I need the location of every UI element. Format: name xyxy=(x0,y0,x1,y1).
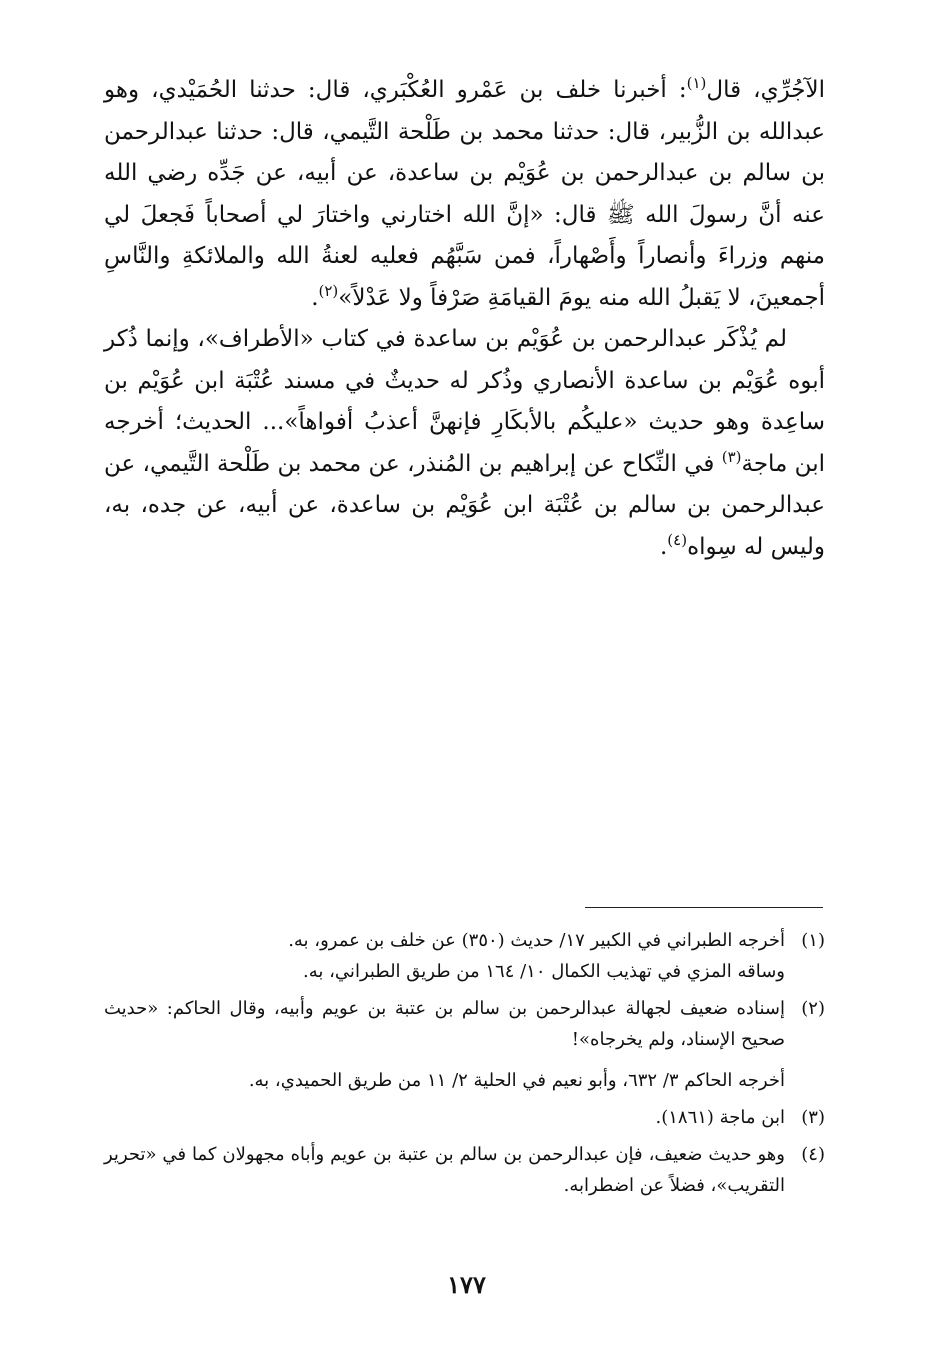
main-text xyxy=(104,70,825,568)
footnote-line: ابن ماجة (١٨٦١). xyxy=(655,1107,785,1128)
footnote-line: وساقه المزي في تهذيب الكمال ١٠/ ١٦٤ من طريق الطبراني، به. xyxy=(303,961,785,982)
footnote-number: (١) xyxy=(801,930,825,951)
footnote-line: إسناده ضعيف لجهالة عبدالرحمن بن سالم بن عتبة بن عويم وأبيه، وقال الحاكم: «حديث صحيح الإسناد، ولم يخرجاه»! xyxy=(104,998,785,1050)
footnote-number: (٢) xyxy=(801,998,825,1019)
footnote-body xyxy=(104,1139,785,1201)
page-number: ١٧٧ xyxy=(447,1270,486,1299)
footnote-line: وهو حديث ضعيف، فإن عبدالرحمن بن سالم بن عتبة بن عويم وأباه مجهولان كما في «تحرير التقريب»، فضلاً عن اضطرابه. xyxy=(104,1144,785,1196)
paragraph-1-text-a: الآجُرِّي، قال xyxy=(706,77,825,103)
footnote-line: أخرجه الحاكم ٣/ ٦٣٢، وأبو نعيم في الحلية ٢/ ١١ من طريق الحميدي، به. xyxy=(248,1070,785,1091)
paragraph-1-end: . xyxy=(311,284,319,311)
footnote-2 xyxy=(104,993,825,1096)
paragraph-2 xyxy=(104,319,825,568)
footnote-body xyxy=(104,1102,785,1133)
paragraph-1-text-b: : أخبرنا خلف بن عَمْرو العُكْبَري، قال: حدثنا الحُمَيْدي، وهو عبدالله بن الزُّبير، قال: حدثنا محمد بن طَلْحة التَّيمي، قال: حدثنا عبدالرحمن بن سالم بن عبدالرحمن بن عُوَيْم بن ساعدة، عن أبيه، عن جَدِّه رضي الله عنه أنَّ رسولَ الله ﷺ قال: «إنَّ الله اختارني واختارَ لي أصحاباً فَجعلَ لي منهم وزراءَ وأنصاراً وأَصْهاراً، فمن سَبَّهُم فعليه لعنةُ الله والملائكةِ والنَّاسِ أجمعينَ، لا يَقبلُ الله منه يومَ القيامَةِ صَرْفاً ولا عَدْلاً» xyxy=(104,77,825,311)
paragraph-1 xyxy=(104,70,825,319)
paragraph-2-text-b: في النِّكاح عن إبراهيم بن المُنذر، عن محمد بن طَلْحة التَّيمي، عن عبدالرحمن بن سالم بن عُتْبَة ابن عُوَيْم بن ساعدة، عن أبيه، عن جده، به، وليس له سِواه xyxy=(104,450,825,560)
footnote-line: أخرجه الطبراني في الكبير ١٧/ حديث (٣٥٠) عن خلف بن عمرو، به. xyxy=(288,930,785,951)
paragraph-2-end: . xyxy=(659,533,668,560)
footnote-ref-2: (٢) xyxy=(318,281,339,300)
footnote-3 xyxy=(104,1102,825,1133)
footnote-number: (٣) xyxy=(801,1107,825,1128)
footnote-separator xyxy=(585,907,823,908)
footnote-ref-1: (١) xyxy=(686,74,707,92)
footnote-number: (٤) xyxy=(801,1144,825,1165)
footnote-4 xyxy=(104,1139,825,1201)
footnotes xyxy=(104,925,825,1201)
footnote-ref-4: (٤) xyxy=(667,530,688,549)
footnote-ref-3: (٣) xyxy=(721,447,742,466)
paragraph-2-text-a: لم يُذْكَر عبدالرحمن بن عُوَيْم بن ساعدة في كتاب «الأطراف»، وإنما ذُكر أبوه عُوَيْم بن ساعدة الأنصاري وذُكر له حديثٌ في مسند عُتْبَة ابن عُوَيْم بن ساعِدة وهو حديث «عليكُم بالأبكَارِ فإنهنَّ أعذبُ أفواهاً»... الحديث؛ أخرجه ابن ماجة xyxy=(104,326,825,477)
footnote-body xyxy=(104,925,785,987)
footnote-1 xyxy=(104,925,825,987)
footnote-body xyxy=(104,993,785,1096)
